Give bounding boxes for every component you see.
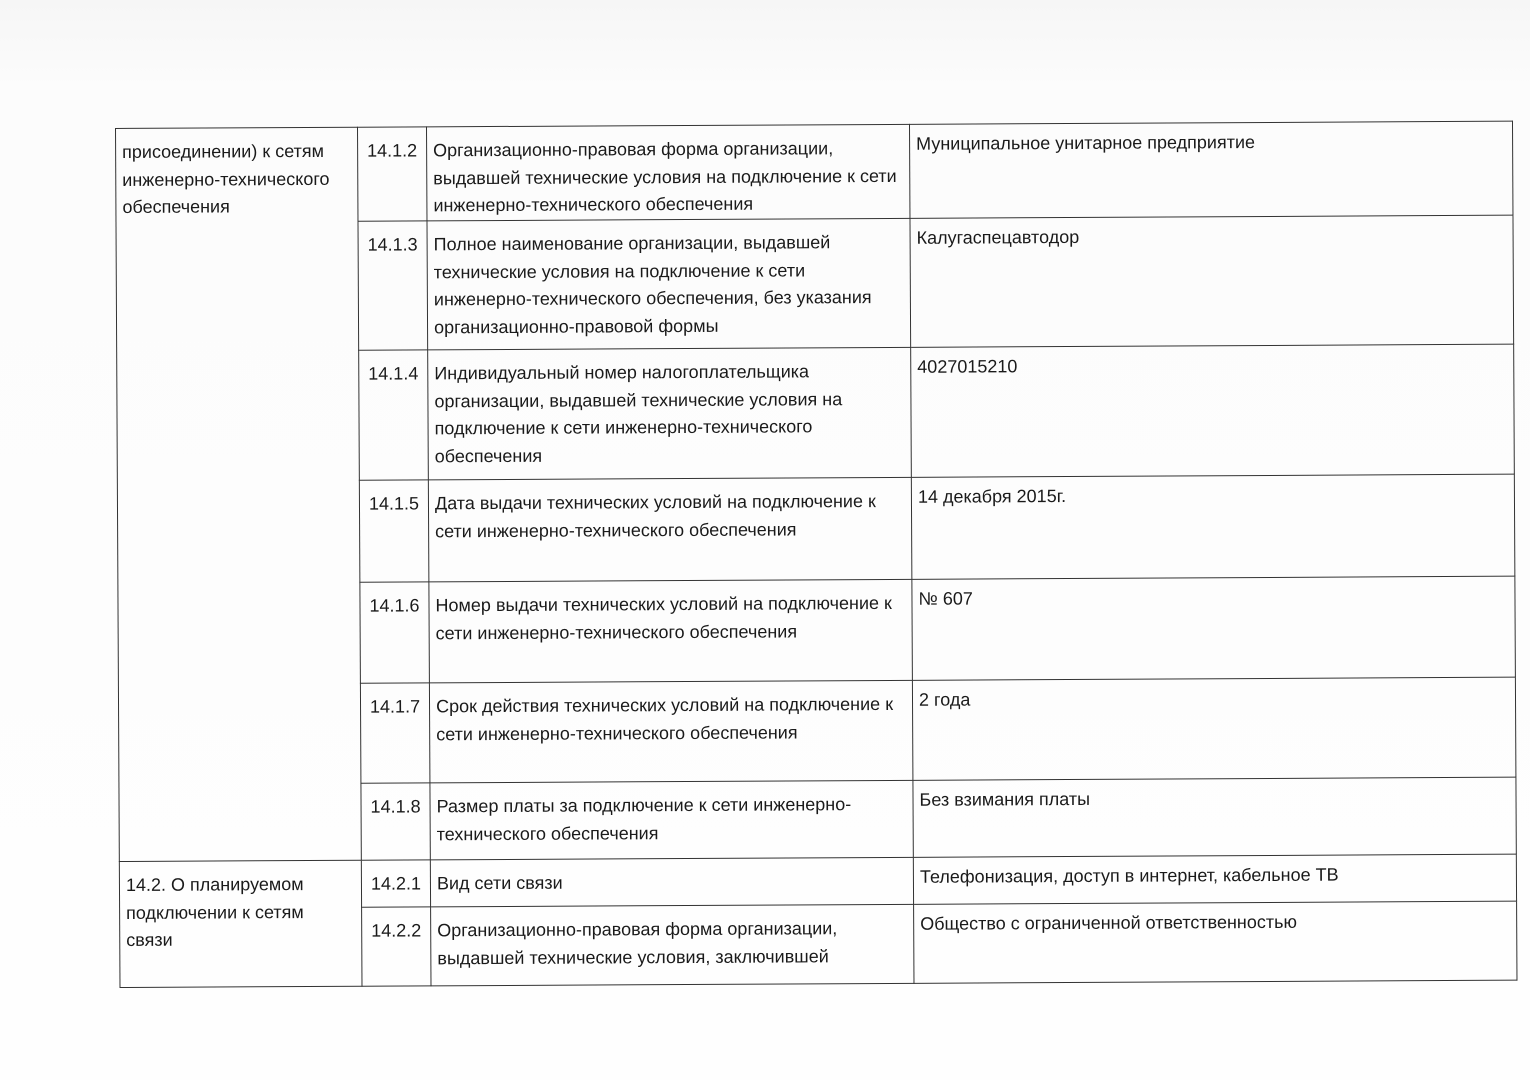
row-number: 14.2.2 xyxy=(362,907,431,986)
section-title: 14.2. О планируемом подключении к сетям связи xyxy=(119,860,362,987)
row-value: № 607 xyxy=(912,576,1516,680)
row-label: Размер платы за подключение к сети инженерно-технического обеспечения xyxy=(430,780,913,860)
row-value: Телефонизация, доступ в интернет, кабельное ТВ xyxy=(913,854,1516,904)
row-value: Калугаспецавтодор xyxy=(910,215,1514,347)
row-value: 4027015210 xyxy=(911,344,1515,477)
row-label: Дата выдачи технических условий на подключение к сети инженерно-технического обеспечения xyxy=(428,477,912,582)
section-title: присоединении) к сетям инженерно-технического обеспечения xyxy=(116,127,362,861)
row-number: 14.1.7 xyxy=(360,683,430,783)
row-label: Срок действия технических условий на подключение к сети инженерно-технического обеспечения xyxy=(429,680,913,783)
table-row xyxy=(116,121,1513,222)
row-label: Организационно-правовая форма организации, выдавшей технические условия на подключение к сети инженерно-технического обеспечения xyxy=(426,124,909,221)
row-value: 14 декабря 2015г. xyxy=(911,474,1515,579)
row-label: Индивидуальный номер налогоплательщика организации, выдавшей технические условия на подключение к сети инженерно-технического обеспечения xyxy=(428,347,912,480)
row-label: Организационно-правовая форма организации, выдавшей технические условия, заключившей xyxy=(431,904,914,986)
row-label: Номер выдачи технических условий на подключение к сети инженерно-технического обеспечения xyxy=(429,579,913,683)
row-number: 14.1.6 xyxy=(360,582,430,683)
row-number: 14.2.1 xyxy=(361,860,430,907)
row-label: Полное наименование организации, выдавшей технические условия на подключение к сети инженерно-технического обеспечения, без указания организационно-правовой формы xyxy=(427,218,911,350)
row-value: Общество с ограниченной ответственностью xyxy=(914,901,1517,983)
row-value: Муниципальное унитарное предприятие xyxy=(909,121,1512,218)
row-number: 14.1.2 xyxy=(357,127,426,221)
row-number: 14.1.5 xyxy=(359,480,429,582)
row-label: Вид сети связи xyxy=(430,857,913,907)
row-value: 2 года xyxy=(912,677,1516,780)
declaration-table xyxy=(115,121,1517,988)
row-number: 14.1.8 xyxy=(361,783,430,860)
table-row xyxy=(119,854,1516,908)
row-number: 14.1.4 xyxy=(359,350,429,480)
row-number: 14.1.3 xyxy=(358,221,428,350)
row-value: Без взимания платы xyxy=(913,777,1516,857)
